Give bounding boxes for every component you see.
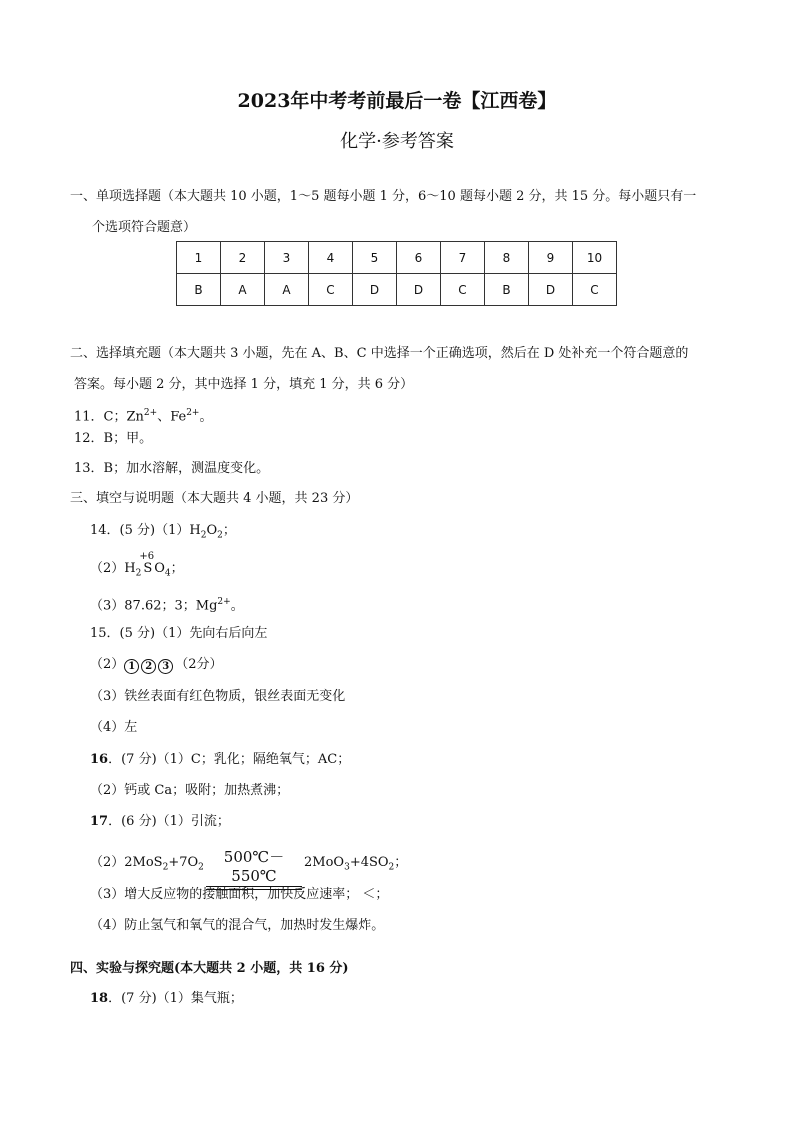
- text: +7O: [168, 855, 199, 870]
- table-cell: C: [441, 274, 485, 306]
- table-cell: 7: [441, 242, 485, 274]
- text: O: [154, 561, 165, 576]
- subscript: 3: [344, 862, 350, 873]
- answer-table: [176, 241, 617, 306]
- table-cell: 3: [265, 242, 309, 274]
- subscript: 2: [162, 862, 169, 873]
- section2-heading-cont: 答案。每小题 2 分，其中选择 1 分，填充 1 分，共 6 分）: [74, 377, 414, 392]
- page-subtitle: 化学·参考答案: [340, 131, 454, 152]
- answer-16-part2: （2）钙或 Ca；吸附；加热煮沸；: [90, 783, 290, 798]
- text: 11．C；Zn: [74, 409, 144, 425]
- section1-heading-cont: 个选项符合题意）: [92, 220, 197, 235]
- answer-14-part1: [90, 522, 236, 545]
- answer-15-part4: （4）左: [90, 720, 138, 735]
- answer-15-part3: （3）铁丝表面有红色物质，银丝表面无变化: [90, 689, 346, 704]
- text: O: [206, 523, 218, 538]
- subscript: 4: [164, 568, 171, 579]
- answer-14-part2: [90, 551, 184, 583]
- table-cell: B: [177, 274, 221, 306]
- circled-number: 3: [158, 659, 173, 674]
- answer-14-part3: [90, 593, 244, 615]
- oxidation-element: [139, 551, 155, 578]
- text: 、Fe: [157, 409, 187, 425]
- question-number: 16: [90, 752, 109, 767]
- answer-17-part3: （3）增大反应物的接触面积，加快反应速率； ＜；: [90, 887, 389, 902]
- section4-heading: 四、实验与探究题(本大题共 2 小题，共 16 分): [70, 961, 349, 976]
- superscript: 2+: [186, 408, 200, 418]
- text: ；: [170, 561, 184, 576]
- answer-17-part4: （4）防止氢气和氧气的混合气，加热时发生爆炸。: [90, 918, 385, 933]
- superscript: 2+: [143, 408, 158, 418]
- answer-11: [74, 404, 213, 426]
- answer-15-part2: [90, 656, 223, 674]
- answer-16-part1: [90, 751, 350, 769]
- table-cell: A: [265, 274, 309, 306]
- table-cell: B: [485, 274, 529, 306]
- circled-number: 1: [124, 659, 139, 674]
- text: （3）87.62；3；Mg: [90, 598, 218, 614]
- text: 14．(5 分)（1）H: [90, 523, 201, 538]
- table-cell: 4: [309, 242, 353, 274]
- section1-heading: 一、单项选择题（本大题共 10 小题，1～5 题每小题 1 分，6～10 题每小题 2 分，共 15 分。每小题只有一: [70, 189, 697, 204]
- table-cell: C: [309, 274, 353, 306]
- text: ．(7 分)（1）C；乳化；隔绝氧气；AC；: [108, 752, 351, 767]
- reaction-condition: [206, 846, 302, 890]
- subscript: 2: [388, 862, 395, 873]
- subscript: 2: [135, 568, 142, 579]
- table-cell: 8: [485, 242, 529, 274]
- question-number: 18: [90, 991, 109, 1006]
- page-title: 2023年中考考前最后一卷【江西卷】: [237, 90, 557, 112]
- text: ；: [222, 523, 236, 538]
- answer-table-answer-row: [177, 274, 617, 306]
- subscript: 2: [198, 862, 204, 873]
- table-cell: 9: [529, 242, 573, 274]
- answer-15-part1: 15．(5 分)（1）先向右后向左: [90, 626, 268, 641]
- oxidation-state: +6: [139, 551, 155, 562]
- question-number: 17: [90, 814, 109, 829]
- text: 2MoO: [304, 855, 345, 870]
- text: ．(6 分)（1）引流；: [108, 814, 230, 829]
- answer-17-equation-right: [304, 854, 407, 877]
- answer-17-equation-left: [90, 854, 204, 877]
- text: （2）2MoS: [90, 855, 163, 870]
- superscript: 2+: [217, 597, 231, 607]
- answer-17-part1: [90, 813, 230, 831]
- answer-table-number-row: [177, 242, 617, 274]
- circled-number: 2: [141, 659, 156, 674]
- text: S: [143, 561, 153, 576]
- text: （2分）: [175, 657, 223, 672]
- table-cell: C: [573, 274, 617, 306]
- section3-heading: 三、填空与说明题（本大题共 4 小题，共 23 分）: [70, 491, 359, 506]
- answer-13: 13．B；加水溶解，测温度变化。: [74, 461, 270, 476]
- table-cell: 2: [221, 242, 265, 274]
- condition-text: 500℃－550℃: [223, 848, 285, 885]
- section2-heading: 二、选择填充题（本大题共 3 小题，先在 A、B、C 中选择一个正确选项，然后在 D 处补充一个符合题意的: [70, 346, 689, 361]
- text: 。: [199, 409, 213, 425]
- table-cell: 10: [573, 242, 617, 274]
- answer-12: 12．B；甲。: [74, 431, 153, 446]
- table-cell: D: [353, 274, 397, 306]
- table-cell: 1: [177, 242, 221, 274]
- table-cell: D: [529, 274, 573, 306]
- text: +4SO: [349, 855, 389, 870]
- table-cell: 6: [397, 242, 441, 274]
- text: ．(7 分)（1）集气瓶；: [108, 991, 243, 1006]
- table-cell: 5: [353, 242, 397, 274]
- table-cell: D: [397, 274, 441, 306]
- text: （2）: [90, 657, 125, 672]
- answer-18-part1: [90, 990, 243, 1008]
- subscript: 2: [200, 530, 207, 541]
- table-cell: A: [221, 274, 265, 306]
- text: 。: [230, 598, 244, 614]
- text: ；: [394, 855, 408, 870]
- text: （2）H: [90, 561, 136, 576]
- subscript: 2: [217, 530, 223, 541]
